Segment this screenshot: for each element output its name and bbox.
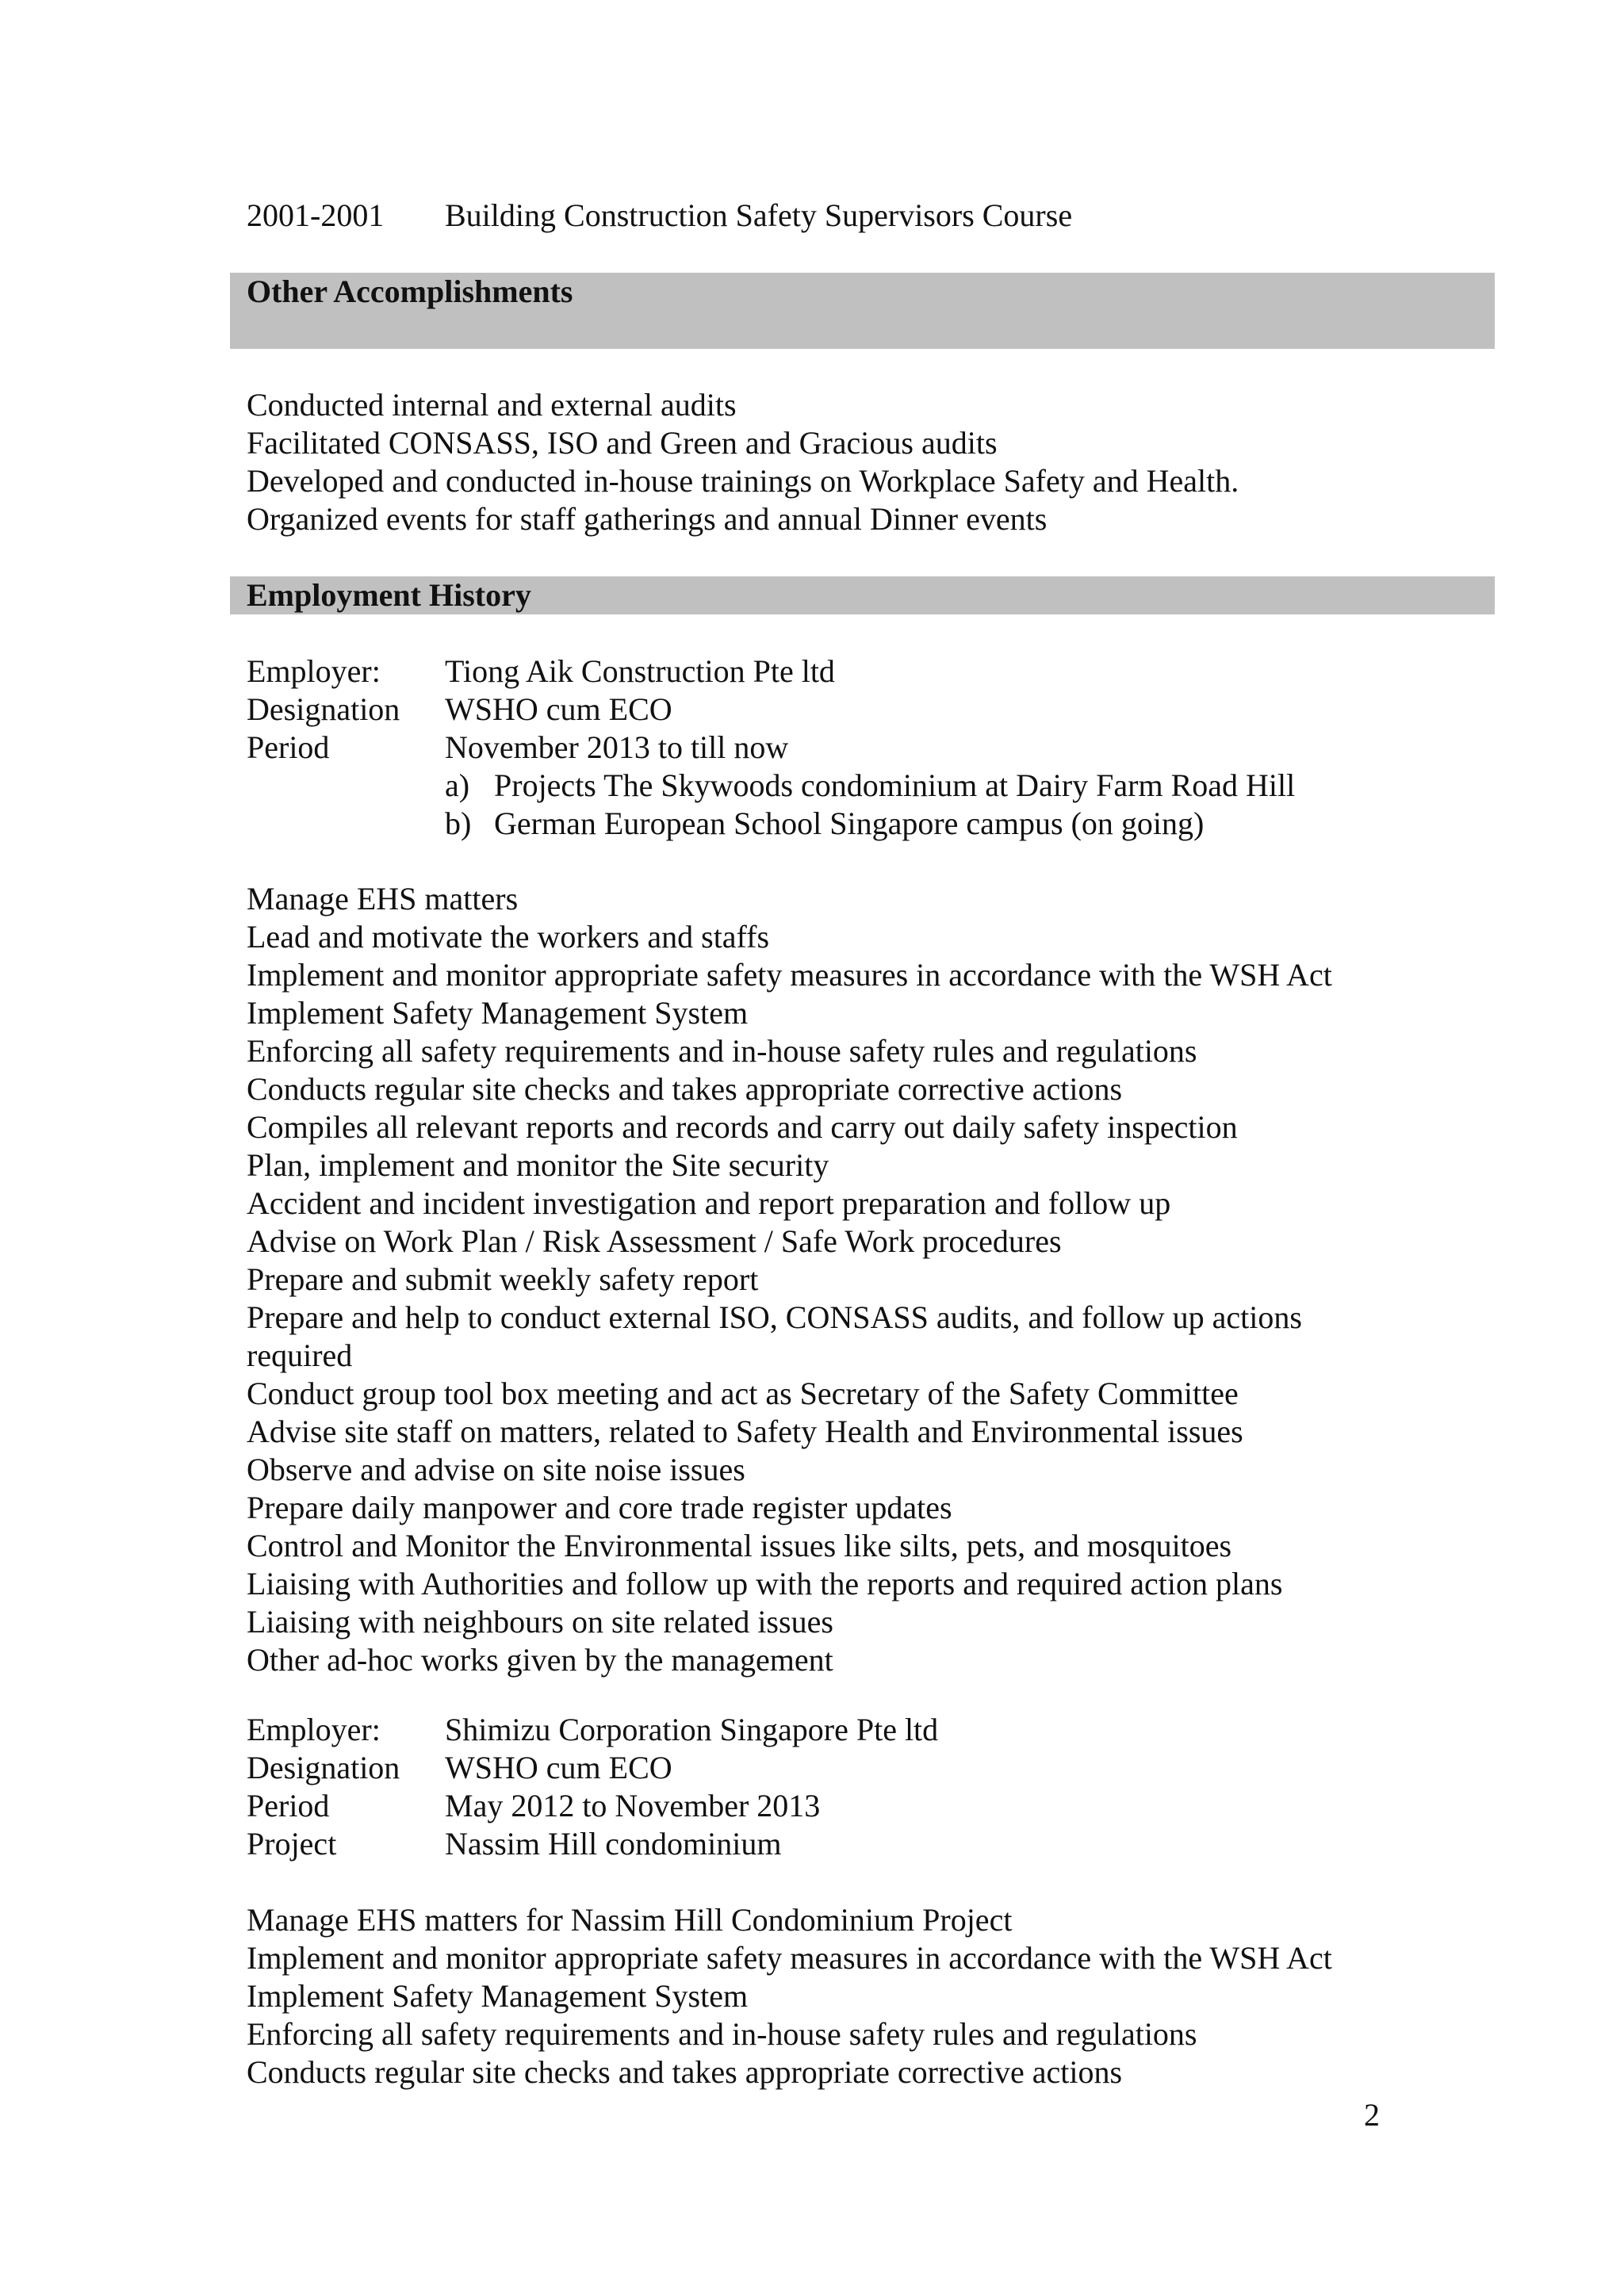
duty-item: Advise site staff on matters, related to Safety Health and Environmental issues bbox=[247, 1414, 1243, 1449]
designation-value: WSHO cum ECO bbox=[445, 691, 672, 727]
duty-item: Conducts regular site checks and takes appropriate corrective actions bbox=[247, 2054, 1123, 2090]
duty-item: Implement and monitor appropriate safety measures in accordance with the WSH Act bbox=[247, 1940, 1332, 1976]
project-item bbox=[247, 805, 1484, 843]
period-row bbox=[247, 1787, 1484, 1825]
period-value: November 2013 to till now bbox=[445, 729, 789, 765]
period-value: May 2012 to November 2013 bbox=[445, 1788, 821, 1823]
other-accomplishments-title: Other Accomplishments bbox=[247, 274, 573, 309]
period-row bbox=[247, 729, 1484, 767]
job-duties-shimizu bbox=[247, 1901, 1484, 2091]
duty-item: Conduct group tool box meeting and act as Secretary of the Safety Committee bbox=[247, 1376, 1239, 1411]
employer-label: Employer: bbox=[247, 1712, 381, 1747]
page-number: 2 bbox=[1364, 2097, 1380, 2133]
duty-item: required bbox=[247, 1337, 353, 1373]
employment-history-heading bbox=[230, 576, 1495, 614]
list-item: Developed and conducted in-house trainings on Workplace Safety and Health. bbox=[247, 463, 1239, 499]
accomplishments-list bbox=[247, 386, 1484, 538]
duty-item: Enforcing all safety requirements and in-house safety rules and regulations bbox=[247, 1033, 1197, 1069]
training-course: Building Construction Safety Supervisors Course bbox=[445, 197, 1073, 233]
list-item: Conducted internal and external audits bbox=[247, 387, 737, 423]
job-entry-shimizu bbox=[247, 1711, 1484, 1863]
designation-label: Designation bbox=[247, 1750, 400, 1785]
project-value: Nassim Hill condominium bbox=[445, 1826, 782, 1862]
duty-item: Accident and incident investigation and report preparation and follow up bbox=[247, 1185, 1171, 1221]
list-item: Facilitated CONSASS, ISO and Green and Gracious audits bbox=[247, 425, 998, 461]
duty-item: Enforcing all safety requirements and in-house safety rules and regulations bbox=[247, 2016, 1197, 2052]
job-entry-tiong-aik bbox=[247, 652, 1484, 843]
employer-name: Tiong Aik Construction Pte ltd bbox=[445, 653, 835, 689]
duty-item: Observe and advise on site noise issues bbox=[247, 1452, 745, 1487]
duty-item: Implement Safety Management System bbox=[247, 995, 749, 1031]
employer-row bbox=[247, 652, 1484, 691]
project-text: German European School Singapore campus (on going) bbox=[494, 806, 1205, 841]
designation-value: WSHO cum ECO bbox=[445, 1750, 672, 1785]
other-accomplishments-heading bbox=[230, 273, 1495, 349]
duty-item: Prepare and submit weekly safety report bbox=[247, 1261, 759, 1297]
employer-name: Shimizu Corporation Singapore Pte ltd bbox=[445, 1712, 939, 1747]
designation-row bbox=[247, 1749, 1484, 1787]
training-period: 2001-2001 bbox=[247, 197, 385, 233]
duty-item: Liaising with Authorities and follow up with the reports and required action plans bbox=[247, 1566, 1283, 1601]
duty-item: Plan, implement and monitor the Site security bbox=[247, 1147, 829, 1183]
duty-item: Manage EHS matters bbox=[247, 881, 519, 916]
duty-item: Prepare and help to conduct external ISO, CONSASS audits, and follow up actions bbox=[247, 1299, 1302, 1335]
project-row bbox=[247, 1825, 1484, 1863]
project-text: Projects The Skywoods condominium at Dairy Farm Road Hill bbox=[494, 767, 1296, 803]
project-marker: b) bbox=[445, 806, 472, 841]
list-item: Organized events for staff gatherings and annual Dinner events bbox=[247, 501, 1048, 537]
duty-item: Manage EHS matters for Nassim Hill Condominium Project bbox=[247, 1902, 1013, 1938]
designation-row bbox=[247, 691, 1484, 729]
period-label: Period bbox=[247, 1788, 330, 1823]
duty-item: Lead and motivate the workers and staffs bbox=[247, 919, 770, 955]
project-item bbox=[247, 767, 1484, 805]
employment-history-title: Employment History bbox=[247, 577, 531, 613]
duty-item: Control and Monitor the Environmental issues like silts, pets, and mosquitoes bbox=[247, 1528, 1232, 1563]
project-marker: a) bbox=[445, 767, 470, 803]
duty-item: Compiles all relevant reports and records and carry out daily safety inspection bbox=[247, 1109, 1238, 1145]
duty-item: Implement and monitor appropriate safety measures in accordance with the WSH Act bbox=[247, 957, 1332, 993]
project-label: Project bbox=[247, 1826, 337, 1862]
employer-label: Employer: bbox=[247, 653, 381, 689]
duty-item: Implement Safety Management System bbox=[247, 1978, 749, 2014]
job-duties-tiong-aik bbox=[247, 880, 1484, 1679]
duty-item: Advise on Work Plan / Risk Assessment / Safe Work procedures bbox=[247, 1223, 1062, 1259]
duty-item: Prepare daily manpower and core trade register updates bbox=[247, 1490, 952, 1525]
duty-item: Liaising with neighbours on site related issues bbox=[247, 1604, 833, 1640]
duty-item: Other ad-hoc works given by the management bbox=[247, 1642, 833, 1678]
period-label: Period bbox=[247, 729, 330, 765]
designation-label: Designation bbox=[247, 691, 400, 727]
employer-row bbox=[247, 1711, 1484, 1749]
training-entry bbox=[247, 197, 1484, 235]
duty-item: Conducts regular site checks and takes appropriate corrective actions bbox=[247, 1071, 1123, 1107]
